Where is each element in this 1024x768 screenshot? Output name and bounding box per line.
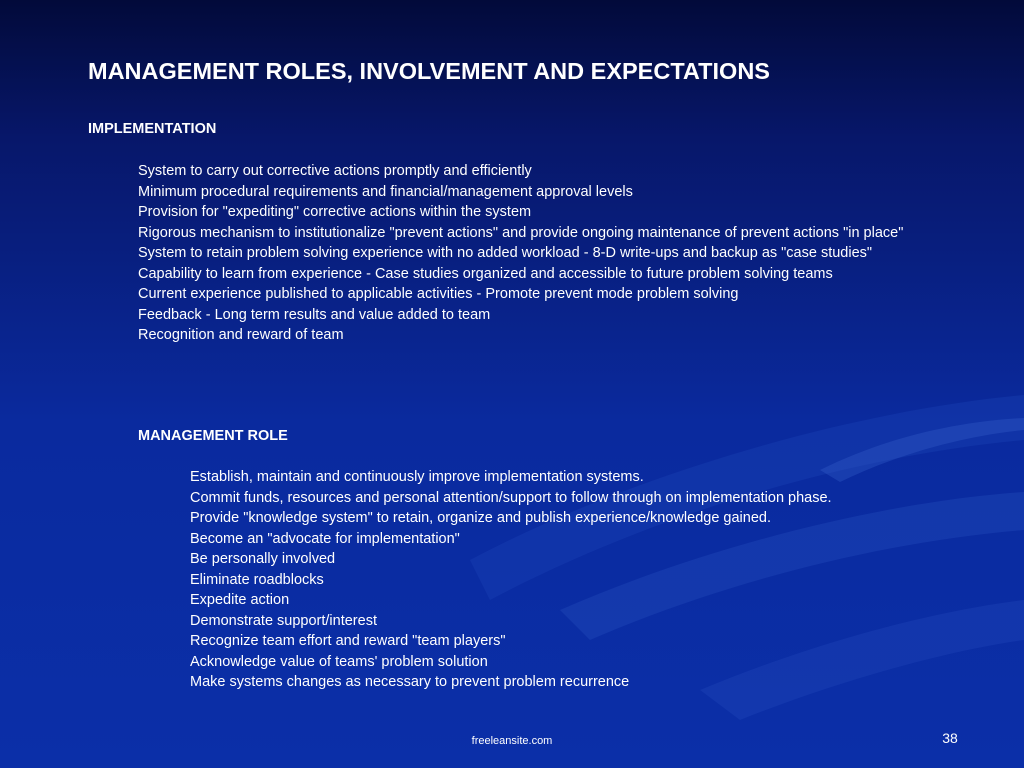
list-item: Feedback - Long term results and value added to team (138, 306, 491, 323)
list-item: Capability to learn from experience - Case studies organized and accessible to future problem solving teams (138, 265, 833, 282)
list-item: Recognize team effort and reward "team players" (190, 633, 506, 649)
slide-title: MANAGEMENT ROLES, INVOLVEMENT AND EXPECTATIONS (88, 58, 770, 84)
list-item: Demonstrate support/interest (190, 612, 377, 629)
list-item: Recognition and reward of team (138, 327, 344, 343)
list-item: Current experience published to applicable activities - Promote prevent mode problem solving (138, 286, 739, 302)
list-item: Provision for "expediting" corrective actions within the system (138, 204, 532, 220)
list-item: System to retain problem solving experience with no added workload - 8-D write-ups and backup as "case studies" (138, 245, 873, 261)
list-item: System to carry out corrective actions promptly and efficiently (138, 163, 532, 179)
list-item: Be personally involved (190, 551, 336, 567)
list-item: Commit funds, resources and personal attention/support to follow through on implementation phase. (190, 489, 832, 506)
list-item: Rigorous mechanism to institutionalize "prevent actions" and provide ongoing maintenance of prevent actions "in place" (138, 224, 904, 241)
list-item: Establish, maintain and continuously improve implementation systems. (190, 469, 644, 485)
implementation-list (138, 161, 913, 346)
list-item: Eliminate roadblocks (190, 571, 324, 588)
list-item: Become an "advocate for implementation" (190, 530, 460, 547)
list-item: Provide "knowledge system" to retain, organize and publish experience/knowledge gained. (190, 510, 771, 526)
list-item: Make systems changes as necessary to prevent problem recurrence (190, 674, 630, 690)
list-item: Acknowledge value of teams' problem solution (190, 653, 488, 670)
footer-site: freeleansite.com (471, 735, 553, 747)
list-item: Minimum procedural requirements and financial/management approval levels (138, 183, 633, 200)
list-item: Expedite action (190, 592, 290, 608)
page-number: 38 (942, 730, 958, 746)
management-role-list (190, 467, 900, 693)
implementation-heading: IMPLEMENTATION (88, 121, 217, 137)
management-role-heading: MANAGEMENT ROLE (138, 428, 288, 444)
